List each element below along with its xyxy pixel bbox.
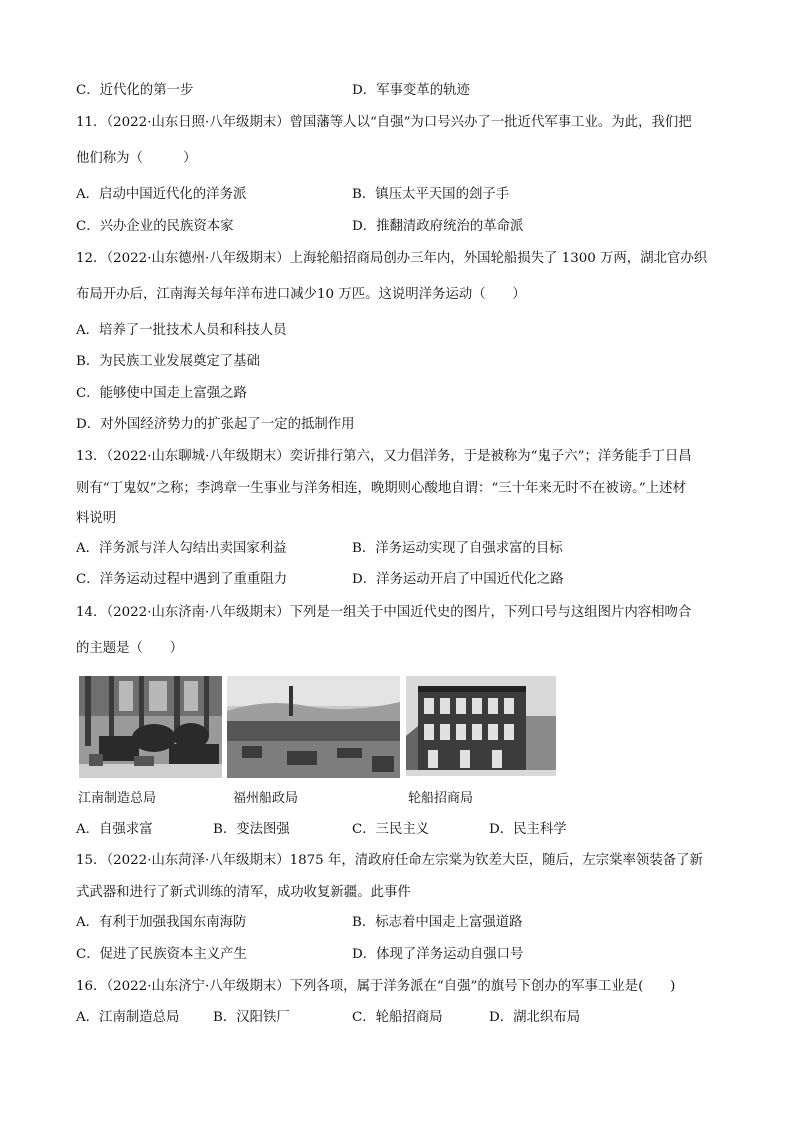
q16-option-c: C．轮船招商局	[352, 1010, 443, 1025]
q15-option-d: D．体现了洋务运动自强口号	[352, 947, 524, 962]
photo-jiangnan-arsenal	[79, 676, 222, 778]
q14-stem-line2: 的主题是（ ）	[76, 641, 184, 656]
q12-option-d: D．对外国经济势力的扩张起了一定的抵制作用	[76, 417, 355, 432]
photo-merchants-steam-navigation	[406, 676, 556, 776]
photo-caption-3: 轮船招商局	[408, 791, 474, 806]
q16-option-b: B．汉阳铁厂	[213, 1010, 290, 1025]
q11-option-a: A．启动中国近代化的洋务派	[76, 187, 247, 202]
q14-option-d: D．民主科学	[489, 822, 567, 837]
q13-option-c: C．洋务运动过程中遇到了重重阻力	[76, 572, 288, 587]
q12-stem-line2: 布局开办后，江南海关每年洋布进口减少10 万匹。这说明洋务运动（ ）	[76, 287, 526, 302]
q15-option-c: C．促进了民族资本主义产生	[76, 947, 247, 962]
q10-option-d: D．军事变革的轨迹	[352, 83, 470, 98]
q15-option-b: B．标志着中国走上富强道路	[352, 915, 523, 930]
q13-stem-line1: 13．（2022·山东聊城·八年级期末）奕䜣排行第六，又力倡洋务，于是被称为“鬼子六”；洋务能手丁日昌	[76, 449, 692, 464]
q16-option-d: D．湖北织布局	[489, 1010, 581, 1025]
photo-fuzhou-navy-yard	[227, 676, 400, 778]
q16-option-a: A．江南制造总局	[76, 1010, 180, 1025]
q14-option-c: C．三民主义	[352, 822, 430, 837]
q15-option-a: A．有利于加强我国东南海防	[76, 915, 247, 930]
q12-option-c: C．能够使中国走上富强之路	[76, 386, 247, 401]
q14-option-a: A．自强求富	[76, 822, 153, 837]
q11-option-c: C．兴办企业的民族资本家	[76, 219, 234, 234]
q13-option-a: A．洋务派与洋人勾结出卖国家利益	[76, 541, 287, 556]
q16-stem-line1: 16．（2022·山东济宁·八年级期末）下列各项，属于洋务派在“自强”的旗号下创办的军事工业是( )	[76, 979, 676, 994]
q14-stem-line1: 14．（2022·山东济南·八年级期末）下列是一组关于中国近代史的图片，下列口号与这组图片内容相吻合	[76, 605, 692, 620]
q10-option-c: C．近代化的第一步	[76, 83, 194, 98]
q15-stem-line1: 15．（2022·山东菏泽·八年级期末）1875 年，清政府任命左宗棠为钦差大臣，随后，左宗棠率领装备了新	[76, 853, 703, 868]
q11-stem-line1: 11．（2022·山东日照·八年级期末）曾国藩等人以“自强”为口号兴办了一批近代军事工业。为此，我们把	[76, 115, 692, 130]
q12-option-a: A．培养了一批技术人员和科技人员	[76, 323, 287, 338]
q13-option-d: D．洋务运动开启了中国近代化之路	[352, 572, 564, 587]
q13-option-b: B．洋务运动实现了自强求富的目标	[352, 541, 563, 556]
photo-caption-2: 福州船政局	[233, 791, 299, 806]
q13-stem-line2: 则有“丁鬼奴”之称；李鸿章一生事业与洋务相连，晚期则心酸地自谓：“三十年来无时不在被谤。”上述材	[76, 481, 686, 496]
q13-stem-line3: 料说明	[76, 511, 117, 526]
q14-option-b: B．变法图强	[213, 822, 290, 837]
q11-option-b: B．镇压太平天国的刽子手	[352, 187, 510, 202]
q11-stem-line2: 他们称为（ ）	[76, 151, 197, 166]
q15-stem-line2: 式武器和进行了新式训练的清军，成功收复新疆。此事件	[76, 885, 411, 900]
q12-stem-line1: 12．（2022·山东德州·八年级期末）上海轮船招商局创办三年内，外国轮船损失了 1300 万两，湖北官办织	[76, 251, 708, 266]
photo-caption-1: 江南制造总局	[78, 791, 157, 806]
q11-option-d: D．推翻清政府统治的革命派	[352, 219, 524, 234]
q12-option-b: B．为民族工业发展奠定了基础	[76, 354, 260, 369]
